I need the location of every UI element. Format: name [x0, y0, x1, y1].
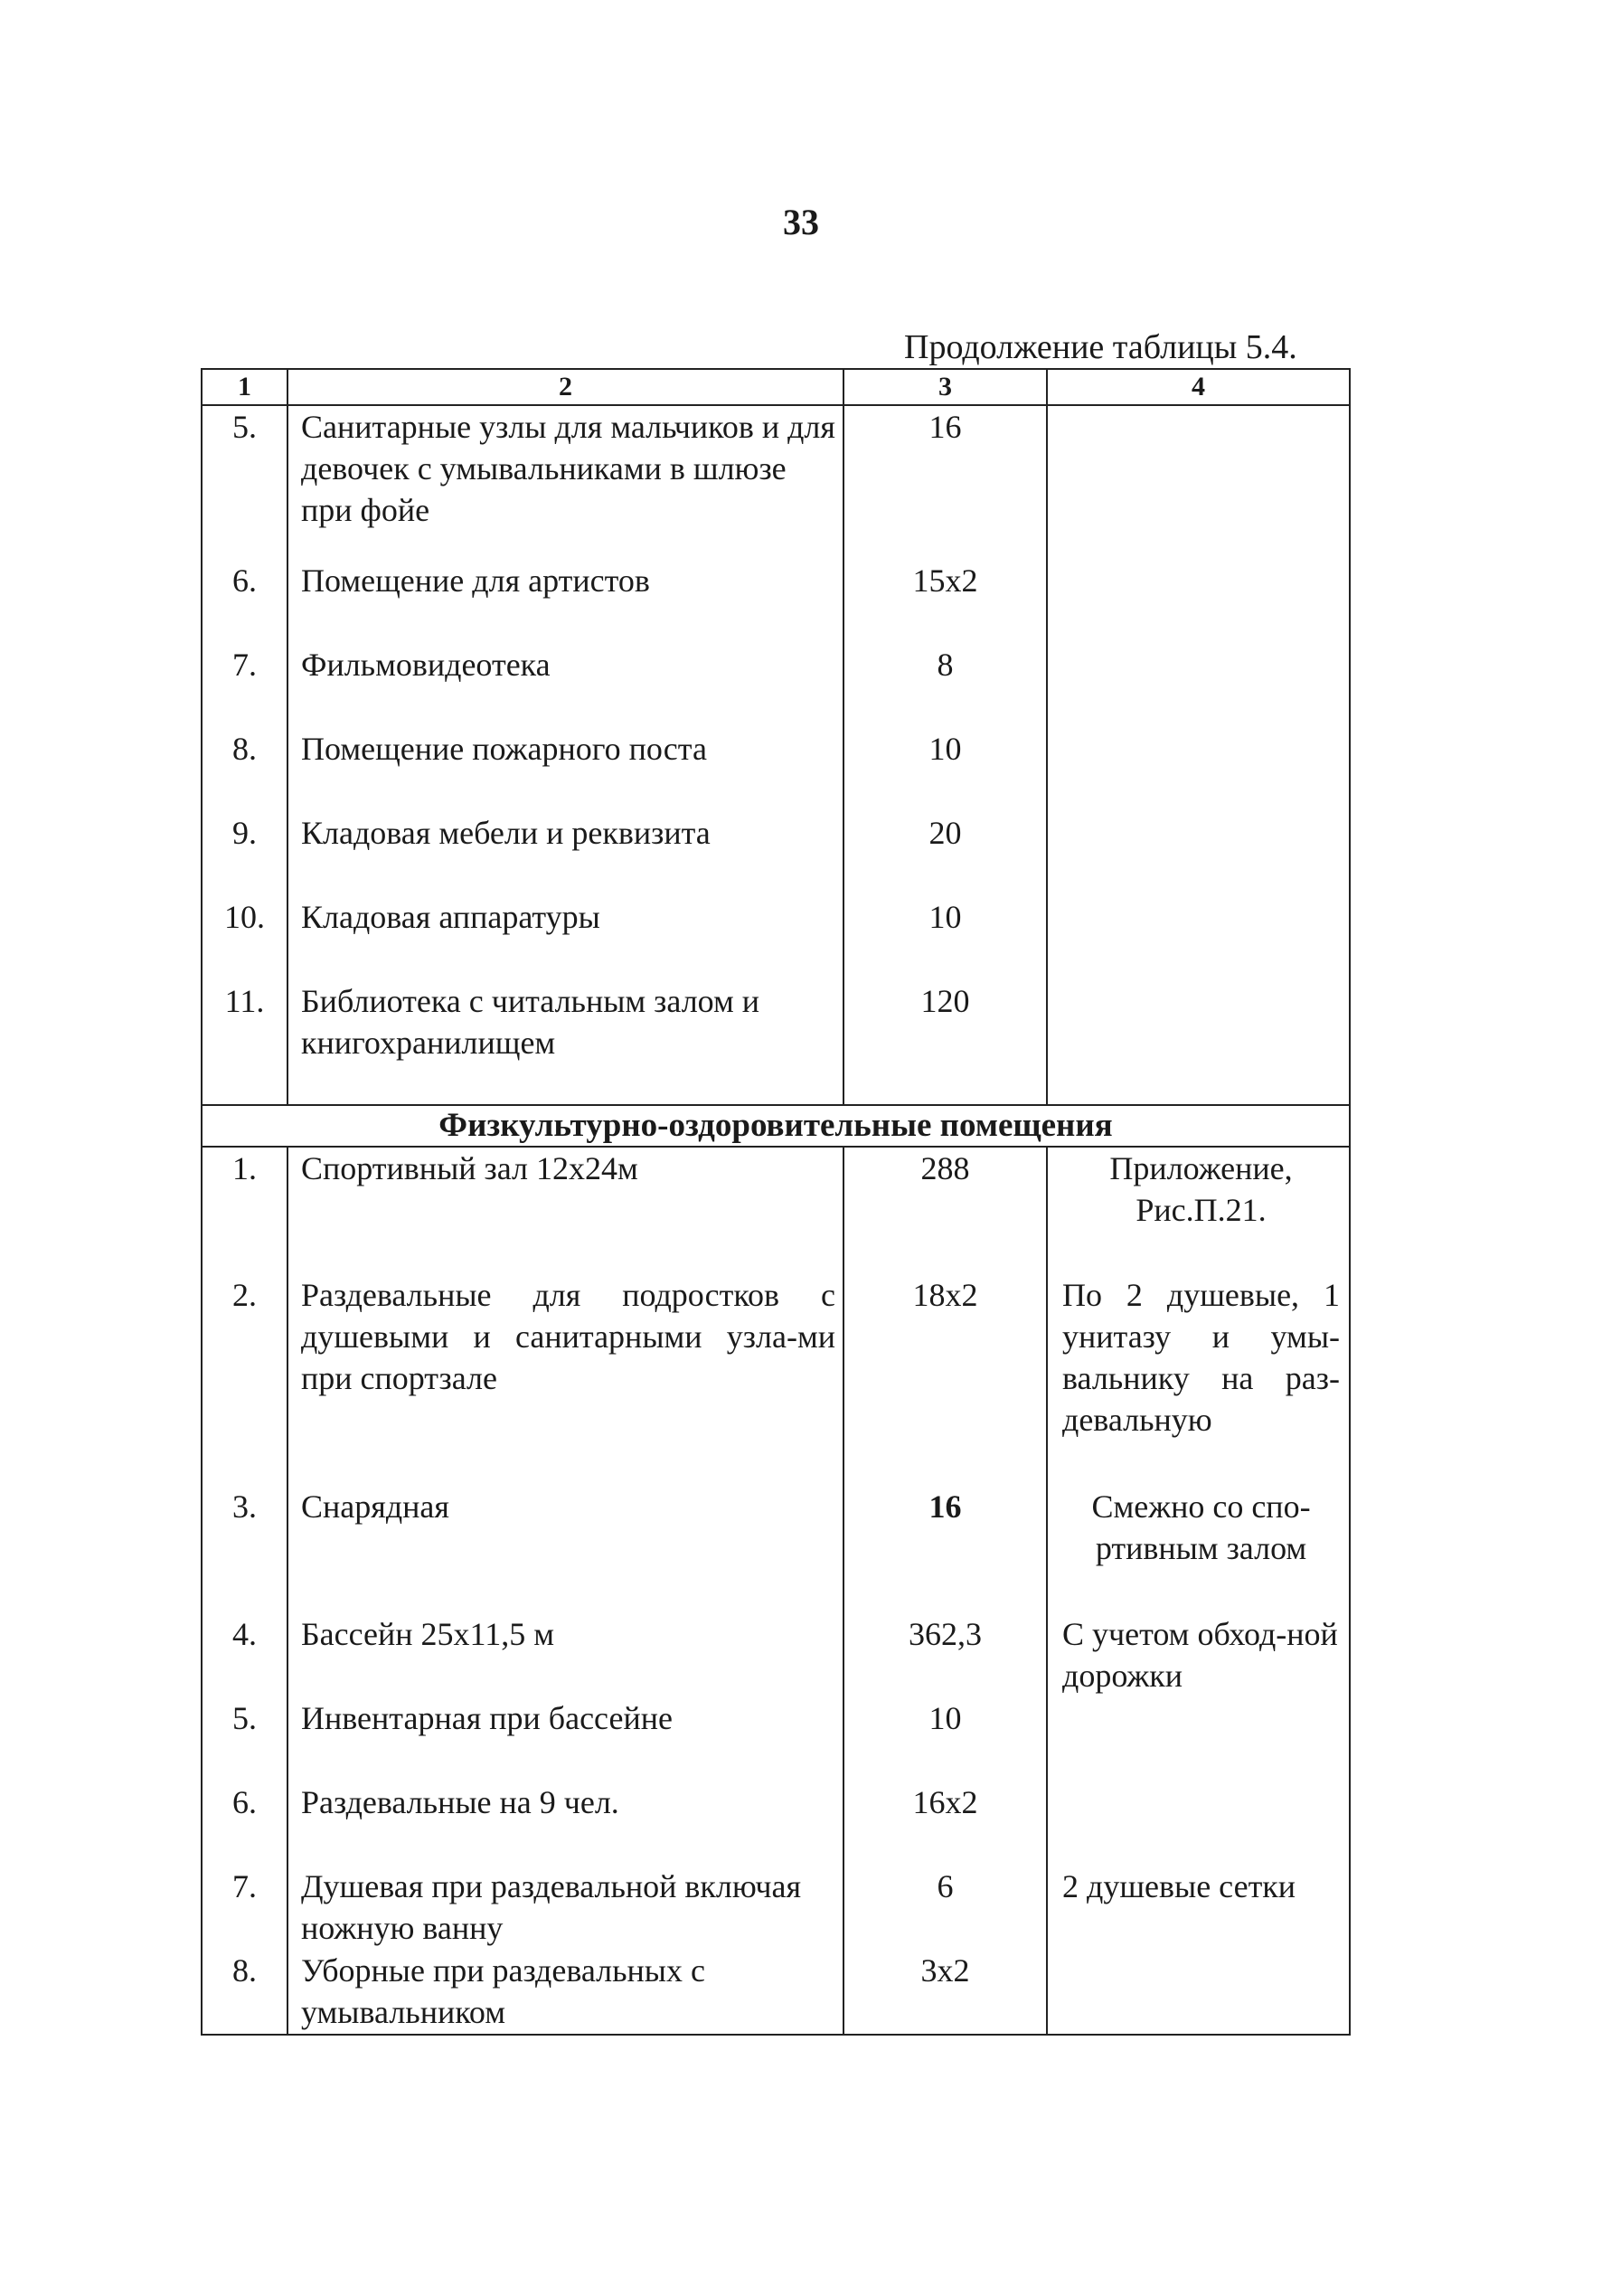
room-area: 15x2: [843, 560, 1047, 644]
row-number: 8.: [202, 728, 287, 812]
row-number: 2.: [202, 1274, 287, 1486]
room-name: Раздевальные для подростков с душевыми и санитарными узла-ми при спортзале: [287, 1274, 843, 1486]
row-number: 6.: [202, 560, 287, 644]
table-header-row: [202, 369, 1350, 405]
room-area: 288: [843, 1147, 1047, 1274]
room-area: 10: [843, 896, 1047, 980]
room-name: Снарядная: [287, 1486, 843, 1613]
table-row: [202, 644, 1350, 728]
room-note: Смежно со спо-ртивным залом: [1047, 1486, 1350, 1613]
room-note: [1047, 405, 1350, 560]
room-area: 18x2: [843, 1274, 1047, 1486]
page-number: 33: [783, 202, 819, 242]
row-number: 6.: [202, 1781, 287, 1866]
table-row: [202, 1950, 1350, 2035]
room-note: [1047, 1950, 1350, 2035]
table-row: [202, 1781, 1350, 1866]
table-row: [202, 812, 1350, 896]
row-number: 1.: [202, 1147, 287, 1274]
room-name: Душевая при раздевальной включая ножную ванну: [287, 1866, 843, 1950]
room-area: 10: [843, 1697, 1047, 1781]
section-header-row: [202, 1105, 1350, 1147]
row-number: 8.: [202, 1950, 287, 2035]
table-row: [202, 405, 1350, 560]
table-row: [202, 1866, 1350, 1950]
room-note: По 2 душевые, 1 унитазу и умы-вальнику на раз-девальную: [1047, 1274, 1350, 1486]
section-title: Физкультурно-оздоровительные помещения: [202, 1105, 1350, 1147]
room-area: 120: [843, 980, 1047, 1105]
room-area: 16: [843, 1486, 1047, 1613]
room-note: [1047, 980, 1350, 1105]
room-name: Фильмовидеотека: [287, 644, 843, 728]
room-name: Кладовая мебели и реквизита: [287, 812, 843, 896]
room-note: С учетом обход-ной дорожки: [1047, 1613, 1350, 1697]
room-note: [1047, 812, 1350, 896]
row-number: 5.: [202, 1697, 287, 1781]
table-row: [202, 560, 1350, 644]
table-row: [202, 980, 1350, 1105]
row-number: 10.: [202, 896, 287, 980]
table-row: [202, 1486, 1350, 1613]
row-number: 11.: [202, 980, 287, 1105]
room-area: 6: [843, 1866, 1047, 1950]
room-name: Кладовая аппаратуры: [287, 896, 843, 980]
row-number: 5.: [202, 405, 287, 560]
room-area: 10: [843, 728, 1047, 812]
room-name: Инвентарная при бассейне: [287, 1697, 843, 1781]
row-number: 7.: [202, 1866, 287, 1950]
room-name: Помещение для артистов: [287, 560, 843, 644]
room-area: 3x2: [843, 1950, 1047, 2035]
table-row: [202, 1147, 1350, 1274]
room-name: Раздевальные на 9 чел.: [287, 1781, 843, 1866]
room-note: Приложение, Рис.П.21.: [1047, 1147, 1350, 1274]
room-name: Уборные при раздевальных с умывальником: [287, 1950, 843, 2035]
row-number: 4.: [202, 1613, 287, 1697]
room-area: 362,3: [843, 1613, 1047, 1697]
room-name: Спортивный зал 12x24м: [287, 1147, 843, 1274]
room-area: 16: [843, 405, 1047, 560]
column-header-1: 1: [202, 369, 287, 405]
room-note: [1047, 896, 1350, 980]
row-number: 9.: [202, 812, 287, 896]
room-note: [1047, 560, 1350, 644]
room-area: 16x2: [843, 1781, 1047, 1866]
room-note: [1047, 1781, 1350, 1866]
table-row: [202, 1613, 1350, 1697]
column-header-2: 2: [287, 369, 843, 405]
room-note: 2 душевые сетки: [1047, 1866, 1350, 1950]
room-name: Библиотека с читальным залом и книгохранилищем: [287, 980, 843, 1105]
room-note: [1047, 728, 1350, 812]
row-number: 7.: [202, 644, 287, 728]
room-note: [1047, 644, 1350, 728]
room-note: [1047, 1697, 1350, 1781]
row-number: 3.: [202, 1486, 287, 1613]
room-area: 8: [843, 644, 1047, 728]
room-name: Помещение пожарного поста: [287, 728, 843, 812]
room-area: 20: [843, 812, 1047, 896]
rooms-table: [201, 368, 1351, 2036]
room-name: Санитарные узлы для мальчиков и для девочек с умывальниками в шлюзе при фойе: [287, 405, 843, 560]
table-row: [202, 1274, 1350, 1486]
table-caption: Продолжение таблицы 5.4.: [904, 328, 1297, 366]
column-header-3: 3: [843, 369, 1047, 405]
table-row: [202, 1697, 1350, 1781]
column-header-4: 4: [1047, 369, 1350, 405]
room-name: Бассейн 25x11,5 м: [287, 1613, 843, 1697]
table-row: [202, 728, 1350, 812]
table-row: [202, 896, 1350, 980]
